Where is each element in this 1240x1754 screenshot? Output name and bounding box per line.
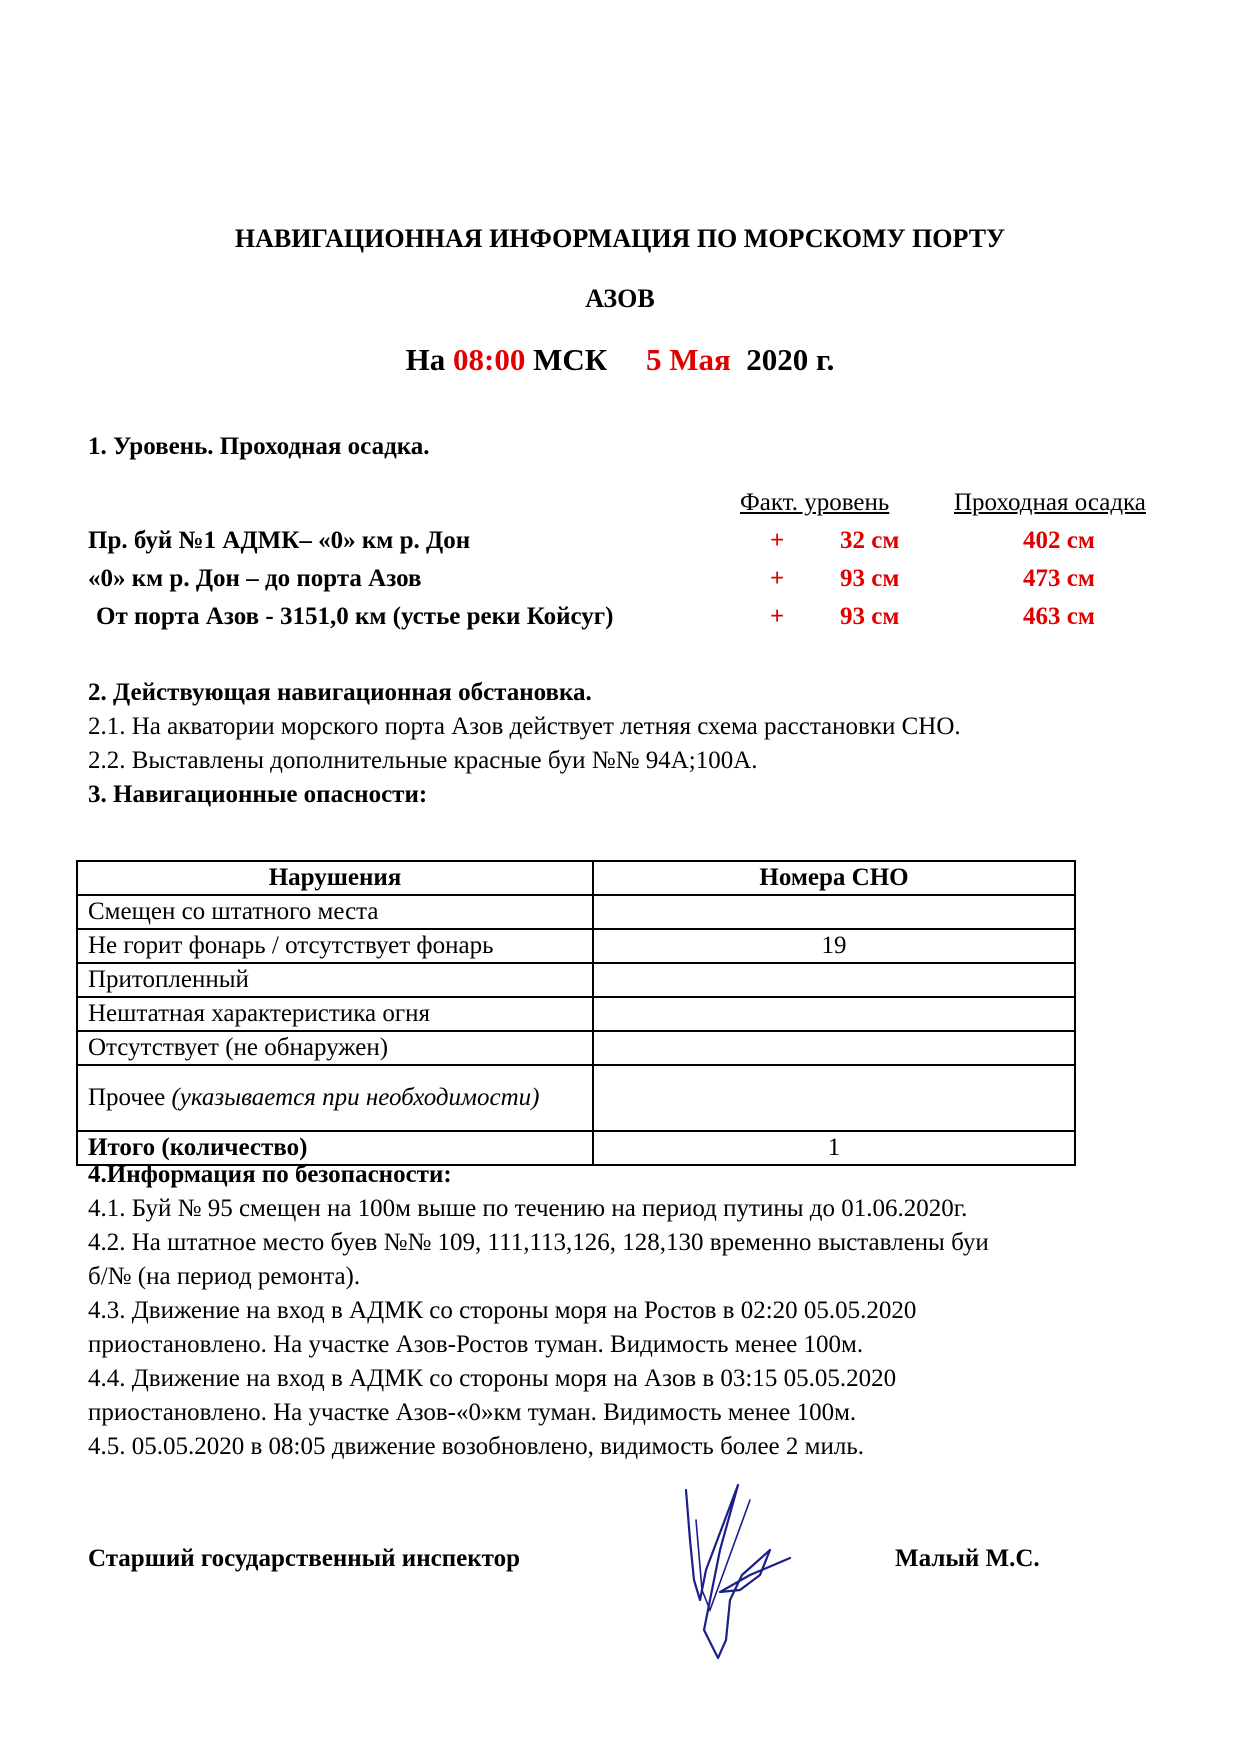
section2-item: 2.2. Выставлены дополнительные красные буи №№ 94А;100А. — [88, 747, 758, 774]
inspector-position: Старший государственный инспектор — [88, 1545, 520, 1572]
level-row-level: 32 см — [840, 527, 900, 554]
inspector-name: Малый М.С. — [895, 1545, 1040, 1572]
hazards-table — [76, 860, 1076, 1166]
date-prefix: На — [405, 342, 446, 377]
safety-line: приостановлено. На участке Азов-«0»км туман. Видимость менее 100м. — [88, 1399, 857, 1426]
other-label: Прочее — [88, 1084, 166, 1111]
level-row-draft: 402 см — [1023, 527, 1095, 554]
safety-line: 4.5. 05.05.2020 в 08:05 движение возобновлено, видимость более 2 миль. — [88, 1433, 864, 1460]
signature — [660, 1480, 810, 1660]
report-year: 2020 г. — [746, 342, 835, 377]
section1-heading: 1. Уровень. Проходная осадка. — [88, 433, 430, 460]
level-row-draft: 463 см — [1023, 603, 1095, 630]
level-row-sign: + — [770, 527, 785, 554]
report-datetime — [0, 342, 1240, 378]
violation-label: Смещен со штатного места — [77, 895, 593, 929]
safety-line: 4.2. На штатное место буев №№ 109, 111,113,126, 128,130 временно выставлены буи — [88, 1229, 989, 1256]
level-row-name: Пр. буй №1 АДМК– «0» км р. Дон — [88, 527, 471, 554]
violation-label: Не горит фонарь / отсутствует фонарь — [77, 929, 593, 963]
total-label: Итого (количество) — [77, 1131, 593, 1165]
violation-value — [593, 1031, 1075, 1065]
level-row-level: 93 см — [840, 603, 900, 630]
col-violations-header: Нарушения — [77, 861, 593, 895]
other-cell — [77, 1065, 593, 1131]
level-row-sign: + — [770, 603, 785, 630]
violation-label: Нештатная характеристика огня — [77, 997, 593, 1031]
safety-line: приостановлено. На участке Азов-Ростов туман. Видимость менее 100м. — [88, 1331, 864, 1358]
table-row — [77, 895, 1075, 929]
table-row — [77, 929, 1075, 963]
level-row-name: От порта Азов - 3151,0 км (устье реки Койсуг) — [96, 603, 614, 630]
violation-value — [593, 895, 1075, 929]
table-header-row — [77, 861, 1075, 895]
table-row — [77, 1031, 1075, 1065]
safety-line: 4.4. Движение на вход в АДМК со стороны моря на Азов в 03:15 05.05.2020 — [88, 1365, 897, 1392]
level-row-name: «0» км р. Дон – до порта Азов — [88, 565, 422, 592]
violation-value — [593, 963, 1075, 997]
level-row-draft: 473 см — [1023, 565, 1095, 592]
report-date: 5 Мая — [645, 342, 731, 377]
violation-label: Отсутствует (не обнаружен) — [77, 1031, 593, 1065]
document-title: НАВИГАЦИОННАЯ ИНФОРМАЦИЯ ПО МОРСКОМУ ПОРТУ — [234, 224, 1006, 253]
safety-line: 4.3. Движение на вход в АДМК со стороны моря на Ростов в 02:20 05.05.2020 — [88, 1297, 917, 1324]
section2-heading: 2. Действующая навигационная обстановка. — [88, 679, 592, 706]
report-time: 08:00 — [453, 342, 526, 377]
port-name: АЗОВ — [585, 284, 655, 313]
other-value — [593, 1065, 1075, 1131]
violation-value — [593, 997, 1075, 1031]
section4-heading: 4.Информация по безопасности: — [88, 1161, 452, 1188]
level-row-level: 93 см — [840, 565, 900, 592]
other-note: (указывается при необходимости) — [171, 1084, 540, 1111]
section3-heading: 3. Навигационные опасности: — [88, 781, 428, 808]
col-draft-header: Проходная осадка — [954, 489, 1146, 516]
table-row-other — [77, 1065, 1075, 1131]
col-numbers-header: Номера СНО — [593, 861, 1075, 895]
col-level-header: Факт. уровень — [740, 489, 890, 516]
safety-line: 4.1. Буй № 95 смещен на 100м выше по течению на период путины до 01.06.2020г. — [88, 1195, 968, 1222]
section2-item: 2.1. На акватории морского порта Азов действует летняя схема расстановки СНО. — [88, 713, 961, 740]
table-row — [77, 997, 1075, 1031]
level-row-sign: + — [770, 565, 785, 592]
table-row — [77, 963, 1075, 997]
total-value: 1 — [593, 1131, 1075, 1165]
timezone: МСК — [533, 342, 608, 377]
violation-value: 19 — [593, 929, 1075, 963]
safety-line: б/№ (на период ремонта). — [88, 1263, 361, 1290]
table-total-row — [77, 1131, 1075, 1165]
violation-label: Притопленный — [77, 963, 593, 997]
